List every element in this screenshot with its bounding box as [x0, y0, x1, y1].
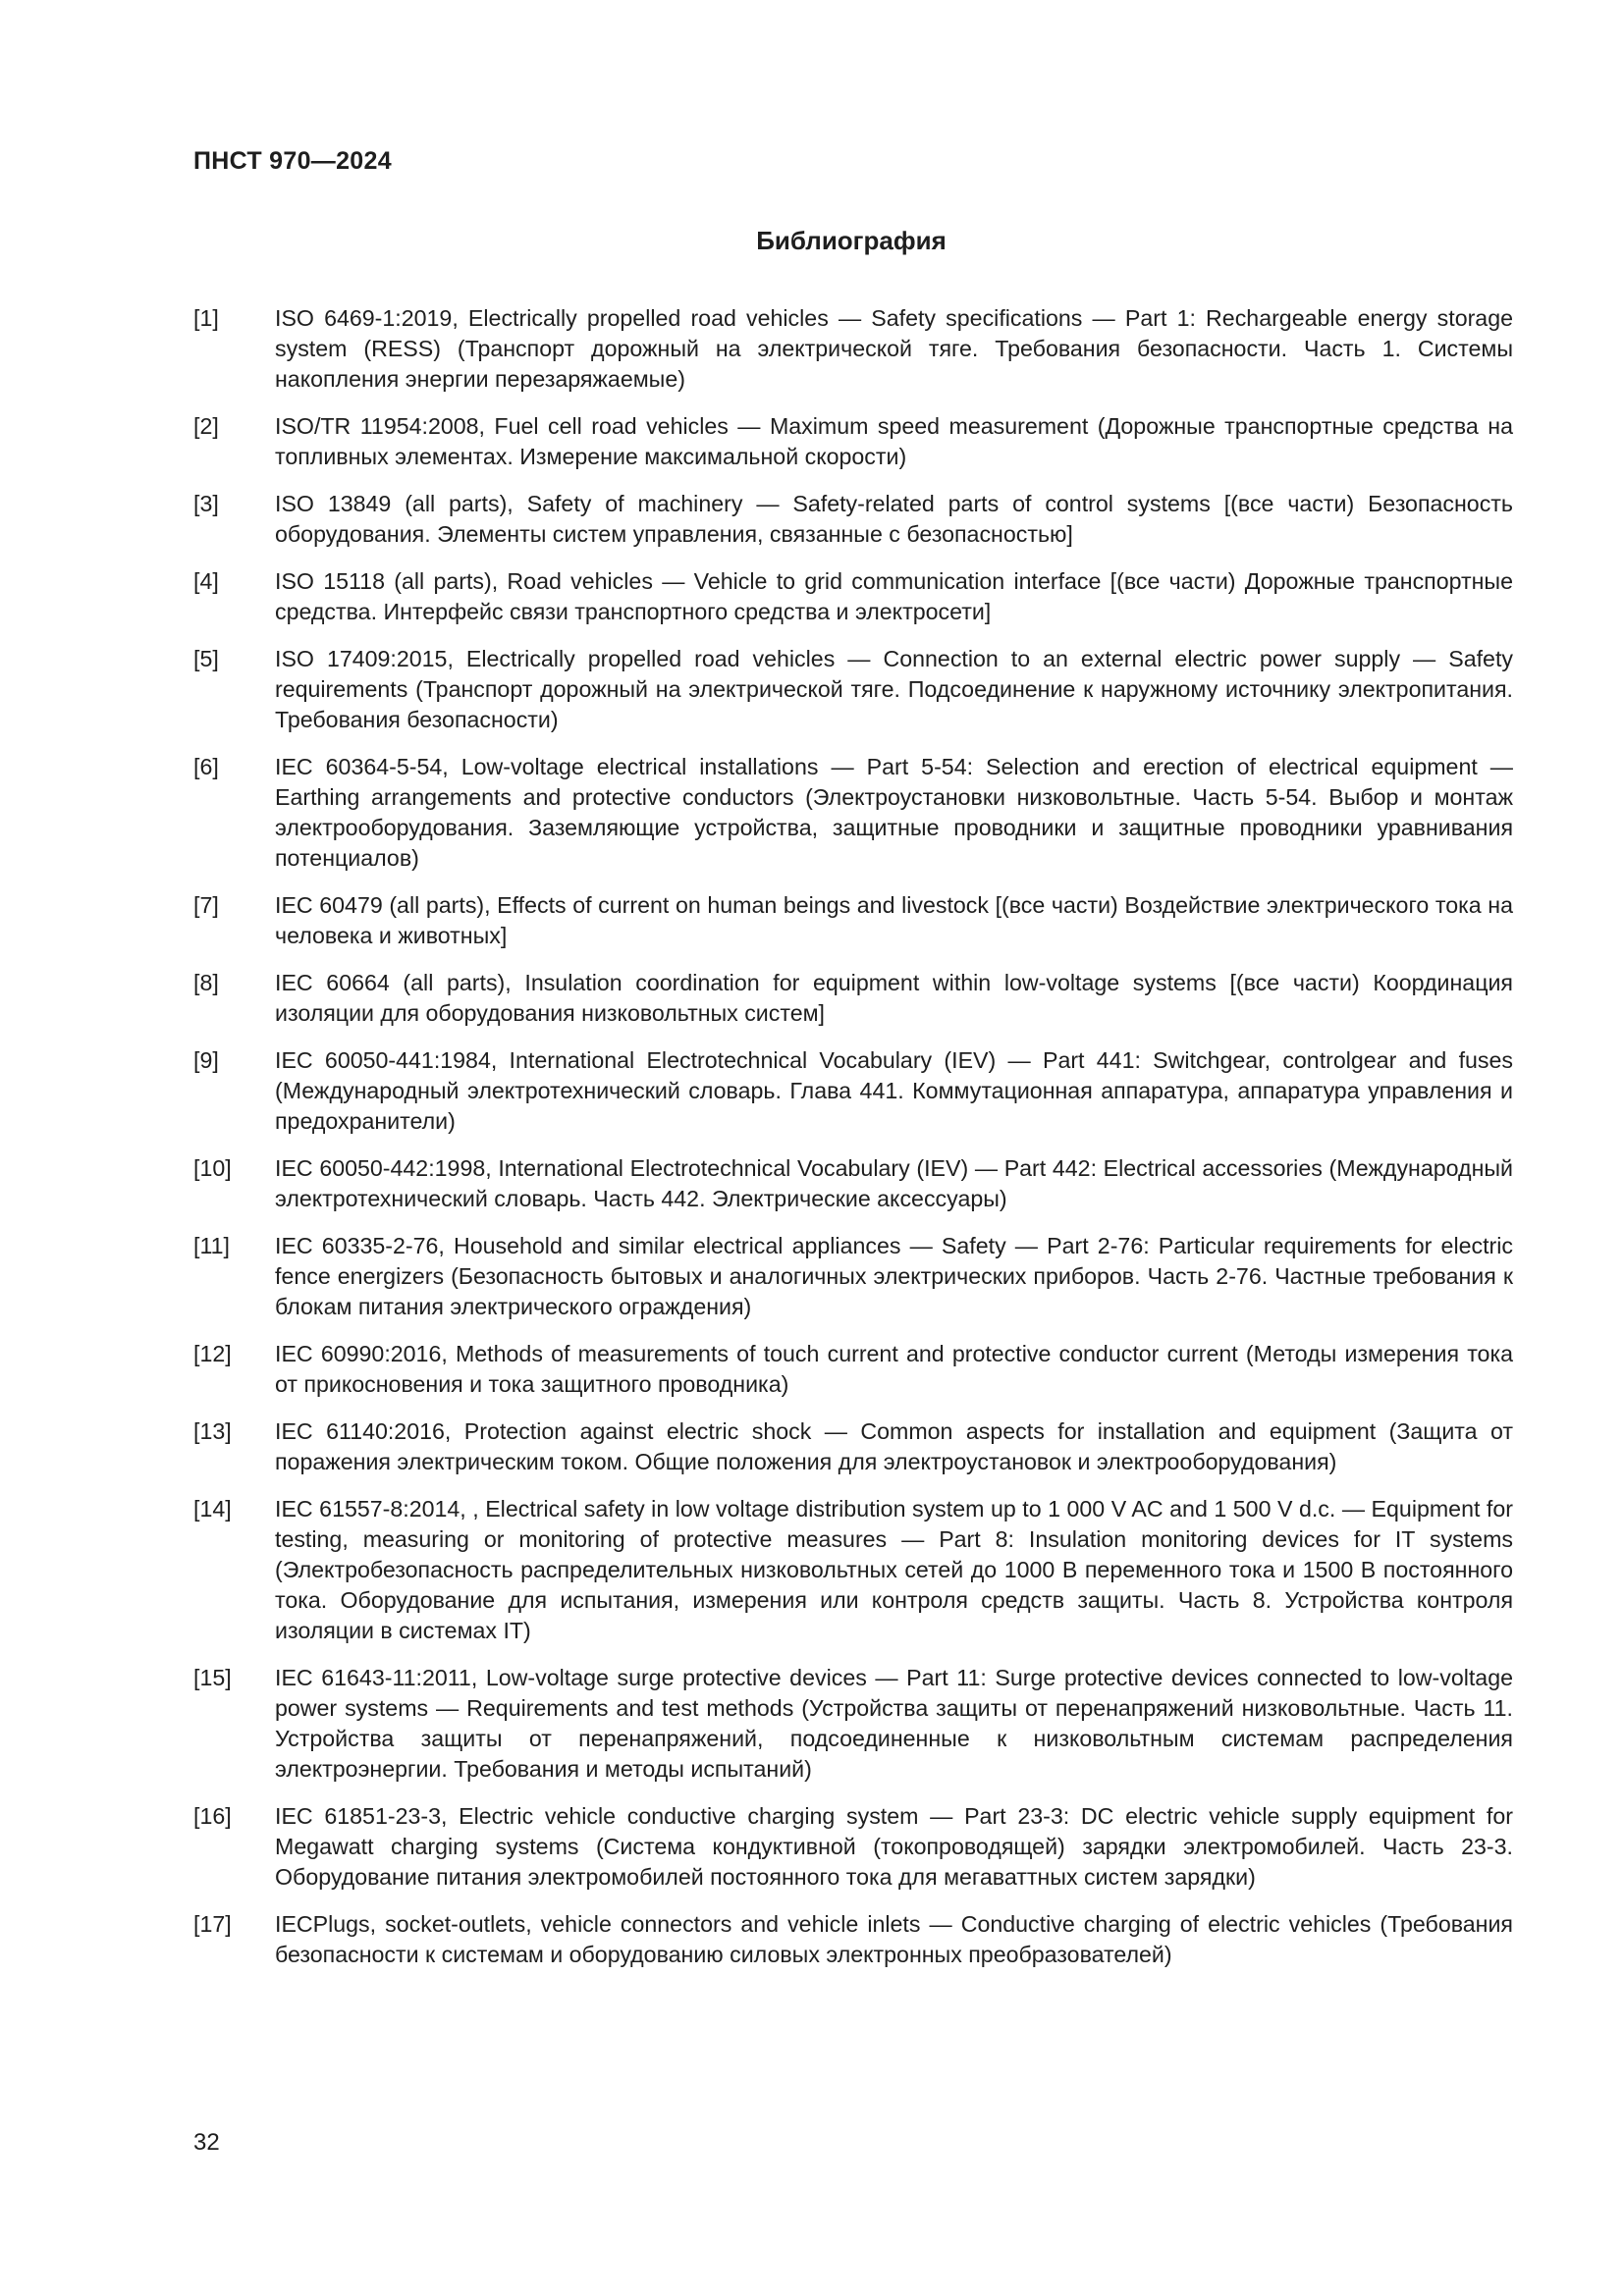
entry-number: [13] [193, 1418, 232, 1444]
entry-text: IECPlugs, socket-outlets, vehicle connectors and vehicle inlets — Conductive charging of electric vehicles (Требования безопасности к системам и оборудованию силовых электронных преобразователей) [275, 1911, 1513, 1967]
entry-number: [8] [193, 970, 219, 995]
entry-text: ISO 6469-1:2019, Electrically propelled road vehicles — Safety specifications — Part 1: Rechargeable energy storage system (RESS) (Транспорт дорожный на электрической тяге. Требования безопасности. Часть 1. Системы накопления энергии перезаряжаемые) [275, 305, 1513, 392]
entry-number: [16] [193, 1803, 232, 1829]
entry-number: [17] [193, 1911, 232, 1937]
entry-number: [4] [193, 568, 219, 594]
entry-text: ISO/TR 11954:2008, Fuel cell road vehicles — Maximum speed measurement (Дорожные транспортные средства на топливных элементах. Измерение максимальной скорости) [275, 413, 1513, 469]
entry-text: ISO 15118 (all parts), Road vehicles — Vehicle to grid communication interface [(все части) Дорожные транспортные средства. Интерфейс связи транспортного средства и электросети] [275, 568, 1513, 624]
entry-text: IEC 60664 (all parts), Insulation coordination for equipment within low-voltage systems [(все части) Координация изоляции для оборудования низковольтных систем] [275, 970, 1513, 1026]
bibliography-entry [193, 566, 1513, 627]
entry-number: [12] [193, 1341, 232, 1366]
entry-text: IEC 60335-2-76, Household and similar electrical appliances — Safety — Part 2-76: Particular requirements for electric fence energizers (Безопасность бытовых и аналогичных электрических приборов. Часть 2-76. Частные требования к блокам питания электрического ограждения) [275, 1233, 1513, 1319]
entry-text: IEC 60479 (all parts), Effects of current on human beings and livestock [(все части) Воздействие электрического тока на человека и животных] [275, 892, 1513, 948]
entry-number: [1] [193, 305, 219, 331]
entry-number: [14] [193, 1496, 232, 1522]
bibliography-entry [193, 489, 1513, 550]
bibliography-entry [193, 644, 1513, 735]
page-title: Библиография [756, 226, 947, 255]
entry-text: IEC 60364-5-54, Low-voltage electrical installations — Part 5-54: Selection and erection of electrical equipment — Earthing arrangements and protective conductors (Электроустановки низковольтные. Часть 5-54. Выбор и монтаж электрооборудования. Заземляющие устройства, защитные проводники и защитные проводники уравнивания потенциалов) [275, 754, 1513, 871]
entry-number: [15] [193, 1665, 232, 1690]
entry-text: IEC 61643-11:2011, Low-voltage surge protective devices — Part 11: Surge protective devices connected to low-voltage power systems — Requirements and test methods (Устройства защиты от перенапряжений низковольтные. Часть 11. Устройства защиты от перенапряжений, подсоединенные к низковольтным системам распределения электроэнергии. Требования и методы испытаний) [275, 1665, 1513, 1782]
entry-number: [10] [193, 1155, 232, 1181]
entry-text: IEC 61140:2016, Protection against electric shock — Common aspects for installation and equipment (Защита от поражения электрическим током. Общие положения для электроустановок и электрооборудования) [275, 1418, 1513, 1474]
bibliography-entry [193, 1494, 1513, 1646]
entry-text: ISO 17409:2015, Electrically propelled road vehicles — Connection to an external electric power supply — Safety requirements (Транспорт дорожный на электрической тяге. Подсоединение к наружному источнику электропитания. Требования безопасности) [275, 646, 1513, 732]
bibliography-entry [193, 1416, 1513, 1477]
bibliography-entry [193, 1801, 1513, 1893]
bibliography-entry [193, 1339, 1513, 1400]
entry-number: [3] [193, 491, 219, 516]
bibliography-entry [193, 1153, 1513, 1214]
entry-number: [2] [193, 413, 219, 439]
bibliography-entry [193, 752, 1513, 874]
entry-number: [7] [193, 892, 219, 918]
bibliography-entry [193, 1909, 1513, 1970]
entry-text: IEC 61557-8:2014, , Electrical safety in low voltage distribution system up to 1 000 V AC and 1 500 V d.c. — Equipment for testing, measuring or monitoring of protective measures — Part 8: Insulation monitoring devices for IT systems (Электробезопасность распределительных низковольтных сетей до 1000 В переменного тока и 1500 В постоянного тока. Оборудование для испытания, измерения или контроля средств защиты. Часть 8. Устройства контроля изоляции в системах IT) [275, 1496, 1513, 1643]
bibliography-entry [193, 968, 1513, 1029]
entry-text: IEC 60050-441:1984, International Electrotechnical Vocabulary (IEV) — Part 441: Switchgear, controlgear and fuses (Международный электротехнический словарь. Глава 441. Коммутационная аппаратура, аппаратура управления и предохранители) [275, 1047, 1513, 1134]
document-id: ПНСТ 970—2024 [193, 147, 392, 175]
bibliography-entry [193, 1231, 1513, 1322]
bibliography-entry [193, 1663, 1513, 1785]
bibliography-entry [193, 1045, 1513, 1137]
bibliography-entry [193, 303, 1513, 395]
bibliography-entry [193, 411, 1513, 472]
entry-text: IEC 60990:2016, Methods of measurements of touch current and protective conductor current (Методы измерения тока от прикосновения и тока защитного проводника) [275, 1341, 1513, 1397]
entry-text: ISO 13849 (all parts), Safety of machinery — Safety-related parts of control systems [(все части) Безопасность оборудования. Элементы систем управления, связанные с безопасностью] [275, 491, 1513, 547]
entry-text: IEC 61851-23-3, Electric vehicle conductive charging system — Part 23-3: DC electric vehicle supply equipment for Megawatt charging systems (Система кондуктивной (токопроводящей) зарядки электромобилей. Часть 23-3. Оборудование питания электромобилей постоянного тока для мегаваттных систем зарядки) [275, 1803, 1513, 1890]
entry-number: [6] [193, 754, 219, 779]
bibliography-entry [193, 890, 1513, 951]
entry-number: [11] [193, 1233, 230, 1258]
entry-number: [9] [193, 1047, 219, 1073]
entry-text: IEC 60050-442:1998, International Electrotechnical Vocabulary (IEV) — Part 442: Electrical accessories (Международный электротехнический словарь. Часть 442. Электрические аксессуары) [275, 1155, 1513, 1211]
page-number: 32 [193, 2129, 220, 2156]
bibliography-list [193, 303, 1513, 1987]
entry-number: [5] [193, 646, 219, 671]
